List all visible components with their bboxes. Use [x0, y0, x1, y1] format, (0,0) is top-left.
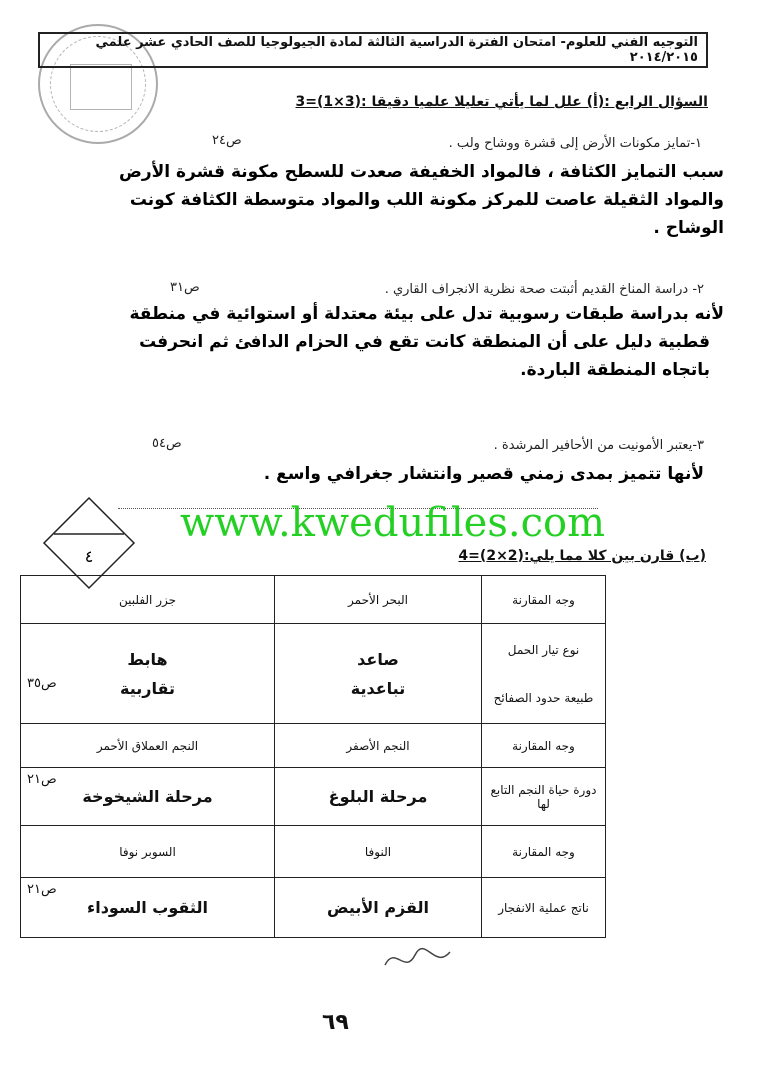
comparison-table: [20, 575, 606, 938]
question-item-2: ٢- دراسة المناخ القديم أثبتت صحة نظرية الانجراف القاري .: [384, 282, 704, 297]
page-ref: ص٣٥: [27, 676, 57, 691]
table-cell: [275, 624, 482, 724]
table-cell: النوفا: [275, 826, 482, 878]
watermark-url: www.kwedufiles.com: [180, 500, 605, 546]
table-cell: النجم الأصفر: [275, 724, 482, 768]
table-cell: [21, 768, 275, 826]
page-ref-1: ص٢٤: [212, 133, 242, 148]
question-item-1: ١-تمايز مكونات الأرض إلى قشرة ووشاح ولب .: [448, 136, 702, 151]
table-cell: وجه المقارنة: [482, 826, 606, 878]
grader-signature: [380, 940, 460, 980]
answer-3-line-1: لأنها تتميز بمدى زمني قصير وانتشار جغرافي واسع .: [263, 464, 704, 484]
answer-1: [34, 158, 724, 242]
table-cell: جزر الفلبين: [21, 576, 275, 624]
answer-2-line-2: قطبية دليل على أن المنطقة كانت تقع في الحزام الدافئ ثم انحرفت: [139, 332, 710, 352]
exam-header: [38, 32, 708, 68]
table-row: [21, 624, 606, 724]
part-b-title: (ب) قارن بين كلا مما يلي:(2×2)=4: [458, 548, 706, 564]
answer-1-line-1: سبب التمايز الكثافة ، فالمواد الخفيفة صعدت للسطح مكونة قشرة الأرض: [118, 162, 724, 182]
cell-answer: الثقوب السوداء: [87, 898, 208, 917]
question-item-3: ٣-يعتبر الأمونيت من الأحافير المرشدة .: [493, 438, 704, 453]
table-cell: دورة حياة النجم التابع لها: [482, 768, 606, 826]
cell-answer: تقاربية: [120, 678, 175, 698]
page-ref: ص٢١: [27, 882, 57, 897]
table-cell: [275, 878, 482, 938]
page-ref: ص٢١: [27, 772, 57, 787]
cell-answer: هابط: [127, 649, 168, 669]
cell-answer: مرحلة البلوغ: [328, 787, 428, 806]
table-cell: السوبر نوفا: [21, 826, 275, 878]
page-number: ٦٩: [322, 1010, 349, 1035]
table-row: [21, 724, 606, 768]
table-cell: ناتج عملية الانفجار: [482, 878, 606, 938]
cell-answer: تباعدية: [350, 678, 406, 698]
table-row: [21, 576, 606, 624]
cell-answer: مرحلة الشيخوخة: [82, 787, 213, 806]
answer-1-line-2: والمواد الثقيلة عاصت للمركز مكونة اللب والمواد متوسطة الكثافة كونت: [129, 190, 724, 210]
table-cell: [21, 878, 275, 938]
exam-header-title: التوجيه الفني للعلوم- امتحان الفترة الدراسية الثالثة لمادة الجيولوجيا للصف الحادي عشر علمي ٢٠١٤/٢٠١٥: [95, 35, 698, 65]
cell-answer: القزم الأبيض: [326, 898, 430, 917]
seal-center: [70, 64, 132, 110]
table-cell: [21, 624, 275, 724]
row-label: نوع تيار الحمل: [507, 642, 580, 657]
question-four-title: السؤال الرابع :(أ) علل لما يأتي تعليلا علميا دقيقا :(3×1)=3: [295, 94, 708, 110]
table-row: [21, 826, 606, 878]
answer-3: [264, 460, 704, 488]
page-ref-3: ص٥٤: [152, 436, 182, 451]
table-row: [21, 768, 606, 826]
answer-2-line-1: لأنه بدراسة طبقات رسوبية تدل على بيئة معتدلة أو استوائية في منطقة: [129, 304, 724, 324]
answer-2: [34, 300, 724, 384]
table-cell: وجه المقارنة: [482, 576, 606, 624]
table-cell: البحر الأحمر: [275, 576, 482, 624]
answer-2-line-3: باتجاه المنطقة الباردة.: [520, 360, 710, 380]
answer-1-line-3: الوشاح .: [653, 218, 724, 238]
page-ref-2: ص٣١: [170, 280, 200, 295]
table-cell: [275, 768, 482, 826]
cell-answer: صاعد: [357, 649, 399, 669]
table-row: [21, 878, 606, 938]
row-label: طبيعة حدود الصفائح: [493, 690, 594, 705]
score-value: ٤: [84, 547, 94, 566]
table-cell: [482, 624, 606, 724]
table-cell: وجه المقارنة: [482, 724, 606, 768]
table-cell: النجم العملاق الأحمر: [21, 724, 275, 768]
